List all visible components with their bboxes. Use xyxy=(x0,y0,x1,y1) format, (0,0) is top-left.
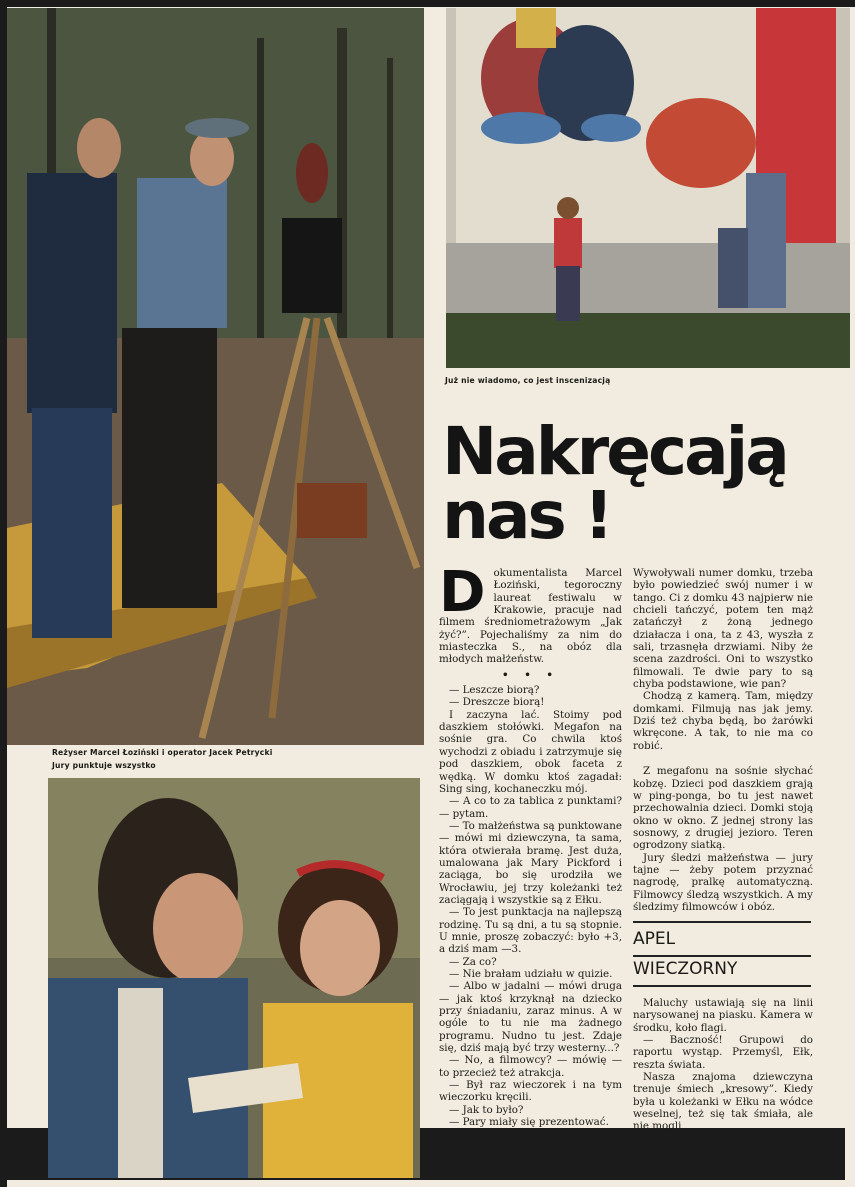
paragraph: — Był raz wieczorek i na tym wieczorku kręcili. xyxy=(439,1079,622,1104)
headline-line-1: Nakręcają xyxy=(442,413,787,490)
article-column-2-bottom xyxy=(633,997,813,1133)
paragraph: — Nie brałam udziału w quizie. xyxy=(449,968,613,980)
paragraph: — Za co? xyxy=(449,955,497,968)
paragraph: Maluchy ustawiają się na linii narysowanej na piasku. Kamera w środku, koło flagi. xyxy=(633,997,813,1034)
paragraph: I zaczyna lać. Stoimy pod daszkiem stołówki. Megafon na sośnie gra. Co chwila ktoś wychodzi z obiadu i zatrzymuje się pod daszkiem, obok faceta z wędką. W domku ktoś zagadał: Sing sing, kochaneczku mój. xyxy=(439,708,622,795)
paragraph: Chodzą z kamerą. Tam, między domkami. Filmują nas jak jemy. Dziś też chyba będą, bo żarówki wkręcone. A tak, to nie ma co robić. xyxy=(633,690,813,752)
paragraph: — A co to za tablica z punktami? — pytam. xyxy=(439,795,622,820)
intro-paragraph xyxy=(439,560,622,666)
photo-caption-crew xyxy=(52,746,422,772)
article-column-1 xyxy=(439,560,622,1129)
subheading-apel: APEL xyxy=(633,921,811,957)
paragraph: — To jest punktacja na najlepszą rodzinę. Tu są dni, a tu są stopnie. U mnie, proszę zobaczyć: było +3, a dziś mam —3. xyxy=(439,906,622,956)
caption-line-2: Jury punktuje wszystko xyxy=(52,761,156,770)
headline-line-2: nas ! xyxy=(442,477,611,554)
photo-caption-mural: Już nie wiadomo, co jest inscenizacją xyxy=(445,376,611,385)
paragraph: — Pary miały się prezentować. xyxy=(449,1116,609,1129)
paragraph: — Baczność! Grupowi do raportu wystąp. Przemyśl, Ełk, reszta świata. xyxy=(633,1034,813,1071)
left-dark-band xyxy=(0,0,7,1187)
paragraph: Wywoływali numer domku, trzeba było powiedzieć swój numer i w tango. Ci z domku 43 najpierw nie chcieli tańczyć, potem ten mąż zatańczył z żoną jednego działacza i ona, ta z 43, wyszła z sali, trzasnęła drzwiami. Niby że scena zazdrości. Oni to wszystko filmowali. Te dwie pary to są chyba podstawione, wie pan? xyxy=(633,567,813,691)
photo-woman-girl xyxy=(48,778,420,1178)
paragraph: Z megafonu na sośnie słychać kobzę. Dzieci pod daszkiem grają w ping-ponga, bo tu jest nawet przechowalnia dzieci. Domki stoją okno w okno. Z jednej strony las sosnowy, z drugiej jezioro. Teren ogrodzony siatką. xyxy=(633,765,813,852)
paragraph: Jury śledzi małżeństwa — jury tajne — żeby potem przyznać nagrodę, pralkę automatyczną. Filmowcy śledzą wszystkich. A my śledzimy filmowców i obóz. xyxy=(633,851,813,913)
subheading-wieczorny: WIECZORNY xyxy=(633,953,811,987)
drop-cap: D xyxy=(439,560,486,625)
article-headline xyxy=(442,413,842,554)
article-column-2-top xyxy=(633,567,813,913)
paragraph: — To małżeństwa są punktowane — mówi mi dziewczyna, ta sama, która otwierała bramę. Jest duża, umalowana jak Mary Pickford i zaciąga, bo się urodziła we Wrocławiu, jej trzy koleżanki też zaciągają i wszystkie są z Ełku. xyxy=(439,819,622,906)
paragraph: Nasza znajoma dziewczyna trenuje śmiech „kresowy”. Kiedy była u koleżanki w Ełku na wódce weselnej, też się tak śmiała, ale nie mogli xyxy=(633,1071,813,1133)
paragraph: — Jak to było? xyxy=(449,1103,524,1116)
intro-text: okumentalista Marcel Łoziński, tegoroczny laureat festiwalu w Krakowie, pracuje nad filmem średniometrażowym „Jak żyć?”. Pojechaliśmy za nim do miasteczka S., na obóz dla młodych małżeństw. xyxy=(439,567,622,666)
paragraph: — Albo w jadalni — mówi druga — jak ktoś krzyknął na dziecko przy śniadaniu, zaraz minus. A w ogóle to tu nie ma żadnego programu. Nudno tu jest. Zdaje się, dziś mają być trzy westerny...? xyxy=(439,980,622,1055)
photo-film-crew xyxy=(7,8,424,745)
caption-line-1: Reżyser Marcel Łoziński i operator Jacek Petrycki xyxy=(52,748,273,757)
top-dark-band xyxy=(0,0,855,7)
paragraph: — Leszcze biorą? xyxy=(449,684,540,697)
paragraph: — Dreszcze biorą! xyxy=(449,696,545,709)
photo-mural-children xyxy=(446,8,850,368)
section-separator: • • • xyxy=(502,668,559,681)
paragraph: — No, a filmowcy? — mówię — to przecież też atrakcja. xyxy=(439,1054,622,1079)
